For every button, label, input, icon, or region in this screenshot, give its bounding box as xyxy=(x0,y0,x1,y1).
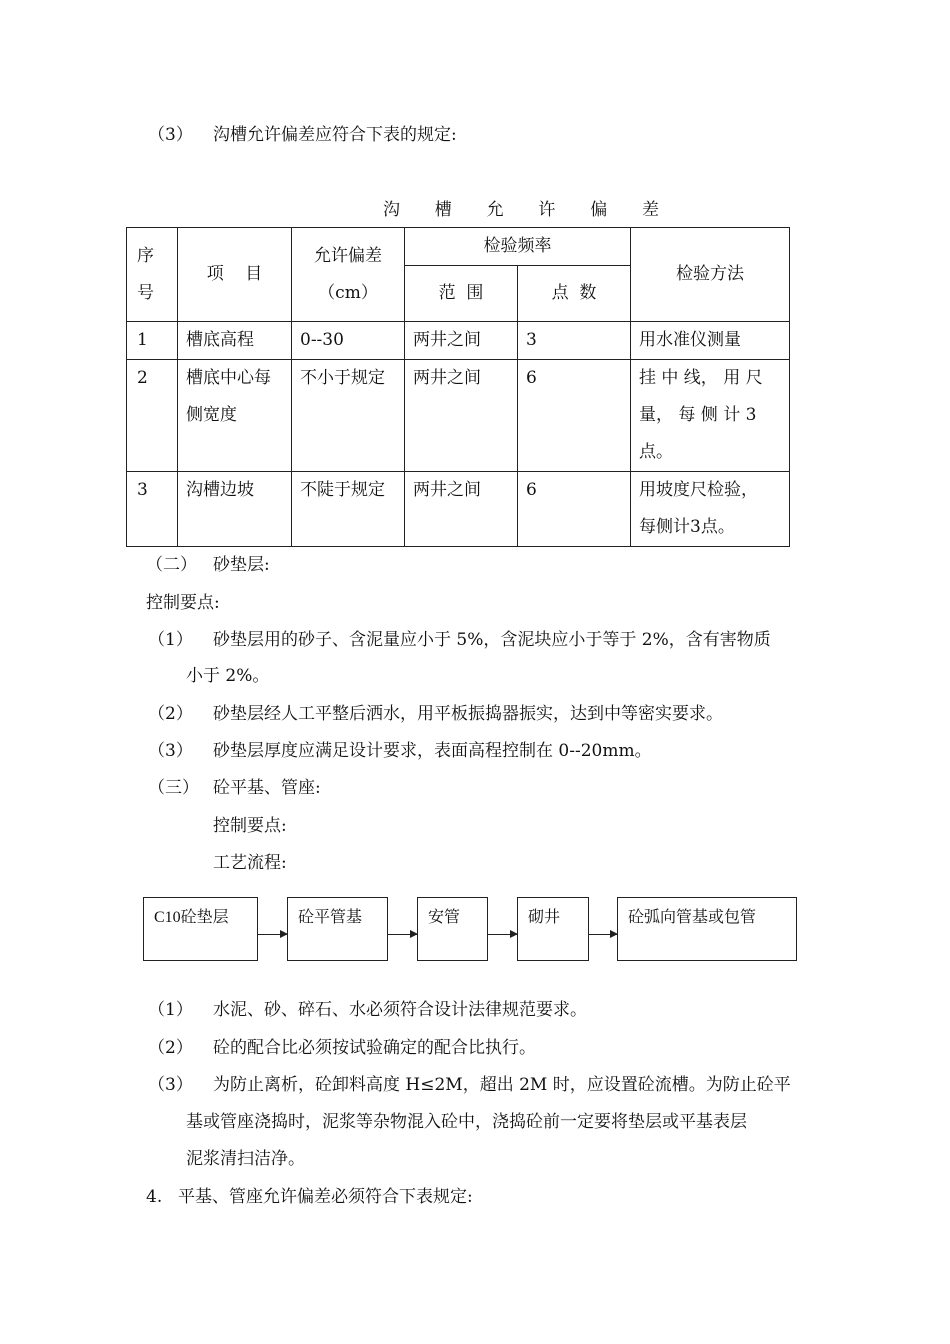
table-row xyxy=(127,360,790,472)
header-tolerance xyxy=(292,228,405,322)
concrete-item2-number: （2） xyxy=(148,1038,193,1058)
flow-step-flat-base: 砼平管基 xyxy=(287,897,388,961)
row2-method-line2: 量， 每 侧 计 3 xyxy=(639,405,757,425)
flow-step-arc-base-encasement: 砼弧向管基或包管 xyxy=(617,897,797,961)
concrete-item3-line1: 为防止离析，砼卸料高度 H≤2M，超出 2M 时，应设置砼流槽。为防止砼平 xyxy=(213,1075,791,1095)
flow-step-pipe-laying: 安管 xyxy=(417,897,488,961)
row3-method-line1: 用坡度尺检验， xyxy=(639,480,758,500)
concrete-process-label: 工艺流程: xyxy=(213,853,287,873)
sand-item3-number: （3） xyxy=(148,741,193,761)
concrete-item3-line3: 泥浆清扫洁净。 xyxy=(186,1149,305,1169)
table-row xyxy=(127,472,790,547)
row2-points: 6 xyxy=(526,368,537,388)
footer-text: 平基、管座允许偏差必须符合下表规定: xyxy=(178,1187,473,1207)
sand-heading-number: （二） xyxy=(146,555,197,575)
sand-item1-line2: 小于 2%。 xyxy=(186,666,270,686)
sand-item3-line1: 砂垫层厚度应满足设计要求，表面高程控制在 0--20mm。 xyxy=(213,741,652,761)
row3-item: 沟槽边坡 xyxy=(186,480,254,500)
concrete-item2-line1: 砼的配合比必须按试验确定的配合比执行。 xyxy=(213,1038,536,1058)
sand-control-label: 控制要点: xyxy=(146,593,220,613)
row1-seq: 1 xyxy=(137,330,148,350)
concrete-item3-line2: 基或管座浇捣时，泥浆等杂物混入砼中，浇捣砼前一定要将垫层或平基表层 xyxy=(186,1112,747,1132)
row2-range: 两井之间 xyxy=(413,368,481,388)
concrete-item3-number: （3） xyxy=(148,1075,193,1095)
row3-seq: 3 xyxy=(137,480,148,500)
row1-item: 槽底高程 xyxy=(186,330,254,350)
flow-arrow-4 xyxy=(589,934,617,935)
flow-arrow-3 xyxy=(488,934,517,935)
sand-item2-line1: 砂垫层经人工平整后洒水，用平板振捣器振实，达到中等密实要求。 xyxy=(213,704,723,724)
intro-text: 沟槽允许偏差应符合下表的规定: xyxy=(213,125,457,145)
row2-seq: 2 xyxy=(137,368,148,388)
intro-number: （3） xyxy=(148,125,193,145)
header-seq-line1: 序 xyxy=(137,245,154,266)
header-seq xyxy=(127,228,178,322)
row1-tolerance: 0--30 xyxy=(300,330,344,350)
row2-method-line3: 点。 xyxy=(639,442,673,462)
header-tolerance-line1: 允许偏差 xyxy=(314,245,382,266)
tolerance-table xyxy=(126,227,790,547)
header-seq-line2: 号 xyxy=(137,282,154,303)
concrete-heading-number: （三） xyxy=(148,778,199,798)
concrete-item1-line1: 水泥、砂、碎石、水必须符合设计法律规范要求。 xyxy=(213,1000,587,1020)
concrete-item1-number: （1） xyxy=(148,1000,193,1020)
header-tolerance-line2: （cm） xyxy=(318,282,378,303)
flow-step-manhole: 砌井 xyxy=(517,897,589,961)
footer-number: 4. xyxy=(146,1187,163,1207)
row3-tolerance: 不陡于规定 xyxy=(300,480,385,500)
row1-method: 用水准仪测量 xyxy=(639,330,741,350)
row3-points: 6 xyxy=(526,480,537,500)
header-method: 检验方法 xyxy=(631,228,790,322)
row2-item-line1: 槽底中心每 xyxy=(186,368,271,388)
flow-arrow-1 xyxy=(258,934,287,935)
sand-item1-number: （1） xyxy=(148,630,193,650)
sand-item1-line1: 砂垫层用的砂子、含泥量应小于 5%，含泥块应小于等于 2%，含有害物质 xyxy=(213,630,771,650)
row2-tolerance: 不小于规定 xyxy=(300,368,385,388)
row3-method-line2: 每侧计3点。 xyxy=(639,517,735,537)
concrete-control-label: 控制要点: xyxy=(213,816,287,836)
concrete-heading: 砼平基、管座: xyxy=(213,778,321,798)
row2-method-line1: 挂 中 线， 用 尺 xyxy=(639,368,763,388)
row1-range: 两井之间 xyxy=(413,330,481,350)
header-points: 点 数 xyxy=(518,266,631,322)
row1-points: 3 xyxy=(526,330,537,350)
sand-heading: 砂垫层: xyxy=(213,555,270,575)
flow-arrow-2 xyxy=(388,934,417,935)
header-item: 项 目 xyxy=(178,228,292,322)
table-title: 沟 槽 允 许 偏 差 xyxy=(383,200,668,220)
flow-step-c10-bedding: C10砼垫层 xyxy=(143,897,258,961)
table-row xyxy=(127,322,790,360)
sand-item2-number: （2） xyxy=(148,704,193,724)
row2-item-line2: 侧宽度 xyxy=(186,405,237,425)
header-range: 范 围 xyxy=(405,266,518,322)
row3-range: 两井之间 xyxy=(413,480,481,500)
header-frequency: 检验频率 xyxy=(405,228,631,266)
